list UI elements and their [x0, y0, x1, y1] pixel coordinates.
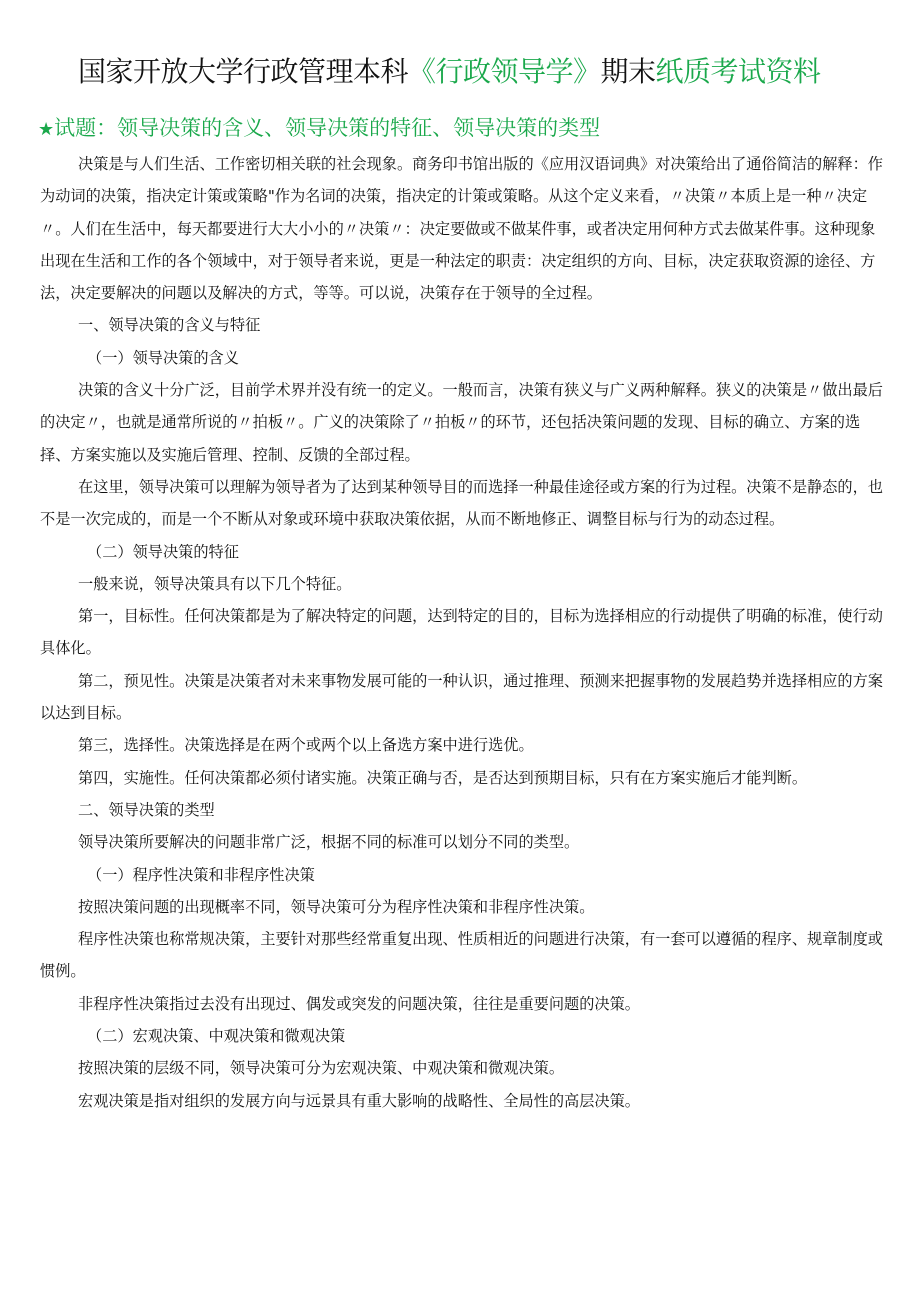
document-body	[40, 148, 885, 1117]
paragraph-feature-4: 第四，实施性。任何决策都必须付诸实施。决策正确与否，是否达到预期目标，只有在方案实施后才能判断。	[78, 768, 807, 787]
document-title	[78, 52, 858, 92]
paragraph-programmed-basis: 按照决策问题的出现概率不同，领导决策可分为程序性决策和非程序性决策。	[78, 897, 595, 916]
paragraph-features-intro: 一般来说，领导决策具有以下几个特征。	[78, 574, 352, 593]
section-heading-1: 一、领导决策的含义与特征	[78, 316, 261, 335]
paragraph-level-basis: 按照决策的层级不同，领导决策可分为宏观决策、中观决策和微观决策。	[78, 1059, 564, 1078]
section-heading-2: 二、领导决策的类型	[78, 800, 215, 819]
paragraph-nonprogrammed: 非程序性决策指过去没有出现过、偶发或突发的问题决策，往往是重要问题的决策。	[78, 994, 640, 1013]
subsection-heading-1-1: （一）领导决策的含义	[87, 348, 239, 367]
title-part-term: 期末	[600, 55, 656, 88]
paragraph-feature-3: 第三，选择性。决策选择是在两个或两个以上备选方案中进行选优。	[78, 736, 534, 755]
paragraph-macro: 宏观决策是指对组织的发展方向与远景具有重大影响的战略性、全局性的高层决策。	[78, 1091, 640, 1110]
subsection-heading-2-2: （二）宏观决策、中观决策和微观决策	[87, 1027, 346, 1046]
paragraph-process: 在这里，领导决策可以理解为领导者为了达到某种领导目的而选择一种最佳途径或方案的行为过程。决策不是静态的，也不是一次完成的，而是一个不断从对象或环境中获取决策依据，从而不断地修正、调整目标与行为的动态过程。	[40, 477, 883, 529]
title-part-course: 《行政领导学》	[408, 55, 601, 88]
question-heading-text: 试题：领导决策的含义、领导决策的特征、领导决策的类型	[54, 116, 601, 140]
paragraph-feature-2: 第二，预见性。决策是决策者对未来事物发展可能的一种认识，通过推理、预测来把握事物的发展趋势并选择相应的方案以达到目标。	[40, 671, 883, 723]
star-icon: ★	[38, 119, 55, 140]
title-part-school: 国家开放大学行政管理本科	[78, 55, 409, 88]
question-heading	[38, 112, 898, 146]
paragraph-intro: 决策是与人们生活、工作密切相关联的社会现象。商务印书馆出版的《应用汉语词典》对决策给出了通俗简洁的解释：作为动词的决策，指决定计策或策略"作为名词的决策，指决定的计策或策略。从这个定义来看，〃决策〃本质上是一种〃决定〃。人们在生活中，每天都要进行大大小小的〃决策〃：决定要做或不做某件事，或者决定用何种方式去做某件事。这种现象出现在生活和工作的各个领域中，对于领导者来说，更是一种法定的职责：决定组织的方向、目标，决定获取资源的途径、方法，决定要解决的问题以及解决的方式，等等。可以说，决策存在于领导的全过程。	[40, 155, 883, 303]
paragraph-definition: 决策的含义十分广泛，目前学术界并没有统一的定义。一般而言，决策有狭义与广义两种解释。狭义的决策是〃做出最后的决定〃，也就是通常所说的〃拍板〃。广义的决策除了〃拍板〃的环节，还包括决策问题的发现、目标的确立、方案的选择、方案实施以及实施后管理、控制、反馈的全部过程。	[40, 381, 883, 464]
subsection-heading-1-2: （二）领导决策的特征	[87, 542, 239, 561]
paragraph-types-intro: 领导决策所要解决的问题非常广泛，根据不同的标准可以划分不同的类型。	[78, 833, 580, 852]
subsection-heading-2-1: （一）程序性决策和非程序性决策	[87, 865, 315, 884]
title-part-material: 纸质考试资料	[655, 55, 821, 88]
paragraph-programmed: 程序性决策也称常规决策，主要针对那些经常重复出现、性质相近的问题进行决策，有一套可以遵循的程序、规章制度或惯例。	[40, 930, 883, 981]
paragraph-feature-1: 第一，目标性。任何决策都是为了解决特定的问题，达到特定的目的，目标为选择相应的行动提供了明确的标准，使行动具体化。	[40, 607, 883, 658]
